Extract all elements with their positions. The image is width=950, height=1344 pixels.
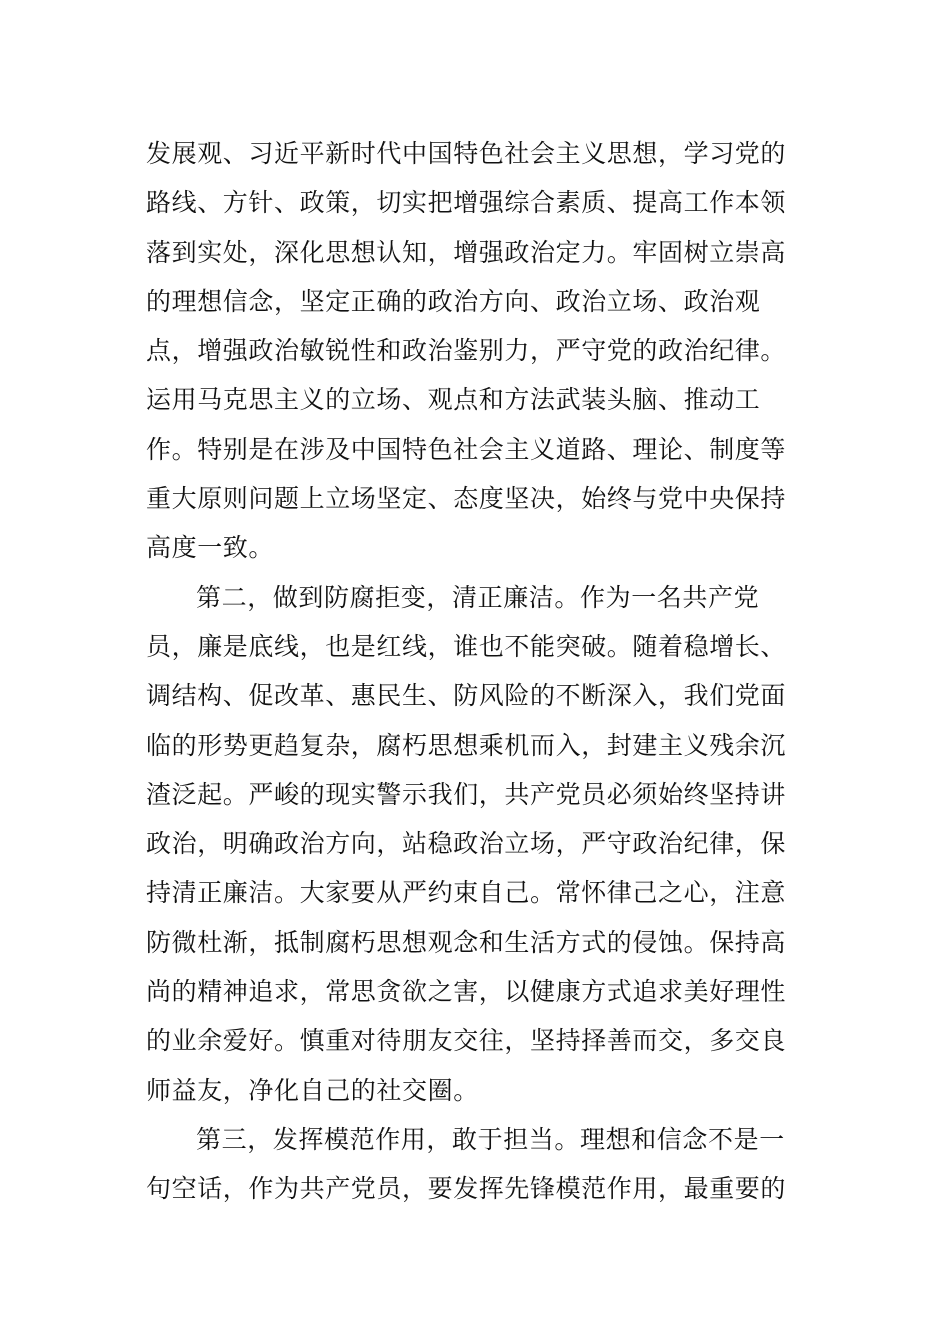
text-line-12: 调结构、促改革、惠民生、防风险的不断深入，我们党面 [146,681,787,711]
text-line-18: 尚的精神追求，常思贪欲之害，以健康方式追求美好理性 [146,977,787,1007]
text-line-14: 渣泛起。严峻的现实警示我们，共产党员必须始终坚持讲 [146,779,787,809]
text-line-5: 点，增强政治敏锐性和政治鉴别力，严守党的政治纪律。 [146,336,787,366]
text-line-9: 高度一致。 [146,533,275,563]
text-line-17: 防微杜渐，抵制腐朽思想观念和生活方式的侵蚀。保持高 [146,927,787,957]
text-line-16: 持清正廉洁。大家要从严约束自己。常怀律己之心，注意 [146,878,787,908]
text-line-20: 师益友，净化自己的社交圈。 [146,1075,479,1105]
text-line-8: 重大原则问题上立场坚定、态度坚决，始终与党中央保持 [146,484,787,514]
text-line-6: 运用马克思主义的立场、观点和方法武装头脑、推动工 [146,385,761,415]
paragraph-2-first-line: 第二，做到防腐拒变，清正廉洁。作为一名共产党 [196,582,760,612]
text-line-7: 作。特别是在涉及中国特色社会主义道路、理论、制度等 [146,434,787,464]
text-line-11: 员，廉是底线，也是红线，谁也不能突破。随着稳增长、 [146,631,787,661]
text-line-15: 政治，明确政治方向，站稳政治立场，严守政治纪律，保 [146,829,787,859]
document-body [146,129,786,1214]
paragraph-3-first-line: 第三，发挥模范作用，敢于担当。理想和信念不是一 [196,1124,785,1154]
text-line-3: 落到实处，深化思想认知，增强政治定力。牢固树立崇高 [146,237,787,267]
text-line-13: 临的形势更趋复杂，腐朽思想乘机而入，封建主义残余沉 [146,730,787,760]
text-line-19: 的业余爱好。慎重对待朋友交往，坚持择善而交，多交良 [146,1026,787,1056]
text-line-22: 句空话，作为共产党员，要发挥先锋模范作用，最重要的 [146,1174,787,1204]
text-line-1: 发展观、习近平新时代中国特色社会主义思想，学习党的 [146,139,787,168]
text-line-4: 的理想信念，坚定正确的政治方向、政治立场、政治观 [146,286,761,316]
text-line-2: 路线、方针、政策，切实把增强综合素质、提高工作本领 [146,188,787,218]
